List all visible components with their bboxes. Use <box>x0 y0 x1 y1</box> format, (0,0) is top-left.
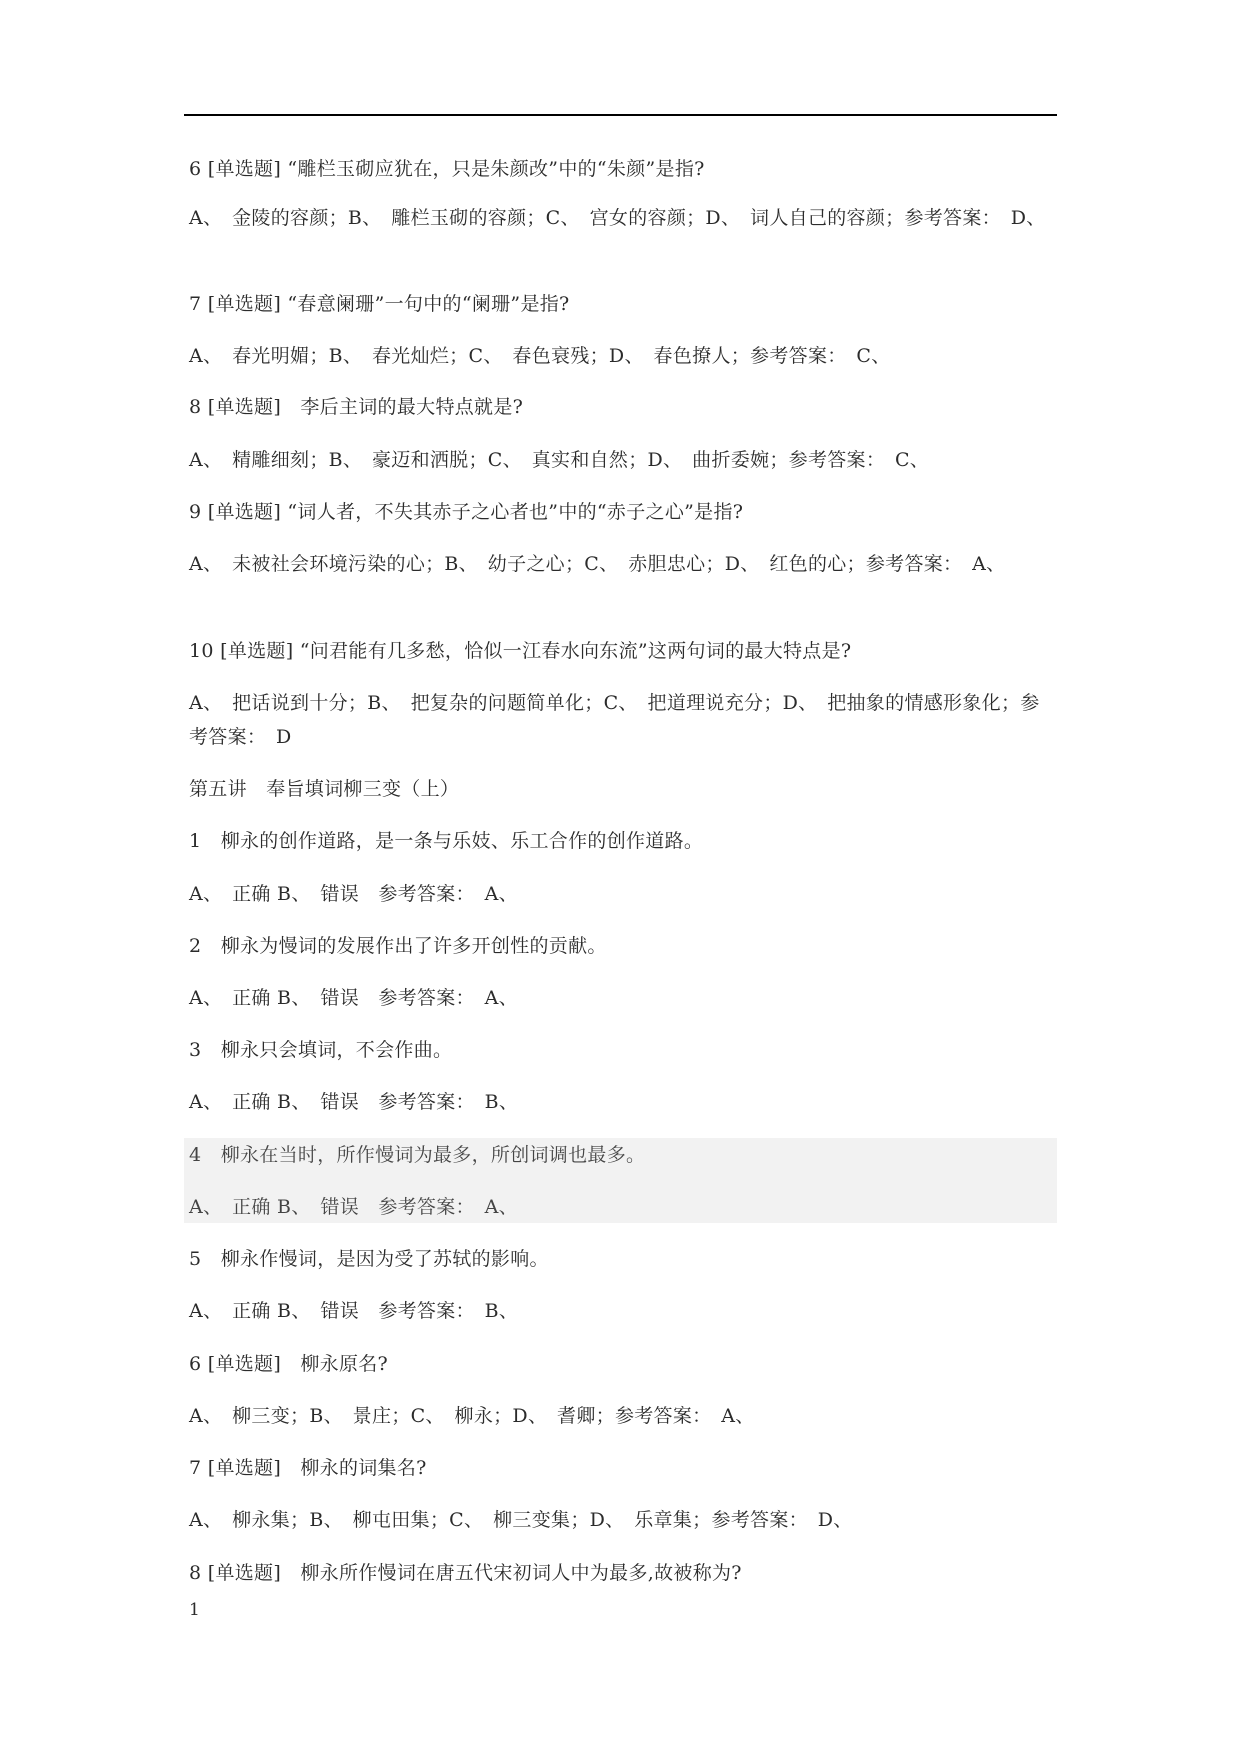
tf-question-4-stem: 4 柳永在当时，所作慢词为最多，所创词调也最多。 <box>189 1144 646 1166</box>
tf-question-3-options: A、 正确 B、 错误 参考答案： B、 <box>189 1091 519 1113</box>
question-10-options: A、 把话说到十分；B、 把复杂的问题简单化；C、 把道理说充分；D、 把抽象的情感形象化；参考答案： D <box>189 692 1040 748</box>
header-rule <box>184 114 1057 116</box>
mc-question-7-options: A、 柳永集；B、 柳屯田集；C、 柳三变集；D、 乐章集；参考答案： D、 <box>189 1509 853 1531</box>
question-8-stem: 8 [单选题] 李后主词的最大特点就是? <box>189 396 524 418</box>
question-8-options: A、 精雕细刻；B、 豪迈和洒脱；C、 真实和自然；D、 曲折委婉；参考答案： C、 <box>189 449 930 471</box>
tf-question-4-options: A、 正确 B、 错误 参考答案： A、 <box>189 1196 518 1218</box>
question-9-stem: 9 [单选题] “词人者，不失其赤子之心者也”中的“赤子之心”是指? <box>189 501 744 523</box>
question-7-stem: 7 [单选题] “春意阑珊”一句中的“阑珊”是指? <box>189 293 570 315</box>
mc-question-7-stem: 7 [单选题] 柳永的词集名? <box>189 1457 427 1479</box>
tf-question-2-stem: 2 柳永为慢词的发展作出了许多开创性的贡献。 <box>189 935 607 957</box>
tf-question-2-options: A、 正确 B、 错误 参考答案： A、 <box>189 987 518 1009</box>
question-6-stem: 6 [单选题] “雕栏玉砌应犹在，只是朱颜改”中的“朱颜”是指? <box>189 158 705 180</box>
question-9-options: A、 未被社会环境污染的心；B、 幼子之心；C、 赤胆忠心；D、 红色的心；参考答案： A、 <box>189 553 1006 575</box>
question-6-options: A、 金陵的容颜；B、 雕栏玉砌的容颜；C、 宫女的容颜；D、 词人自己的容颜；参考答案： D、 <box>189 207 1046 229</box>
tf-question-5-options: A、 正确 B、 错误 参考答案： B、 <box>189 1300 519 1322</box>
tf-question-1-options: A、 正确 B、 错误 参考答案： A、 <box>189 883 518 905</box>
tf-question-3-stem: 3 柳永只会填词，不会作曲。 <box>189 1039 453 1061</box>
question-7-options: A、 春光明媚；B、 春光灿烂；C、 春色衰残；D、 春色撩人；参考答案： C、 <box>189 345 891 367</box>
mc-question-8-stem: 8 [单选题] 柳永所作慢词在唐五代宋初词人中为最多,故被称为? <box>189 1562 742 1584</box>
question-10-stem: 10 [单选题] “问君能有几多愁，恰似一江春水向东流”这两句词的最大特点是? <box>189 640 852 662</box>
tf-question-5-stem: 5 柳永作慢词，是因为受了苏轼的影响。 <box>189 1248 549 1270</box>
section-heading: 第五讲 奉旨填词柳三变（上） <box>189 778 460 800</box>
mc-question-6-stem: 6 [单选题] 柳永原名? <box>189 1353 389 1375</box>
page-number: 1 <box>189 1600 200 1620</box>
tf-question-1-stem: 1 柳永的创作道路，是一条与乐妓、乐工合作的创作道路。 <box>189 830 704 852</box>
mc-question-6-options: A、 柳三变；B、 景庄；C、 柳永；D、 耆卿；参考答案： A、 <box>189 1405 755 1427</box>
